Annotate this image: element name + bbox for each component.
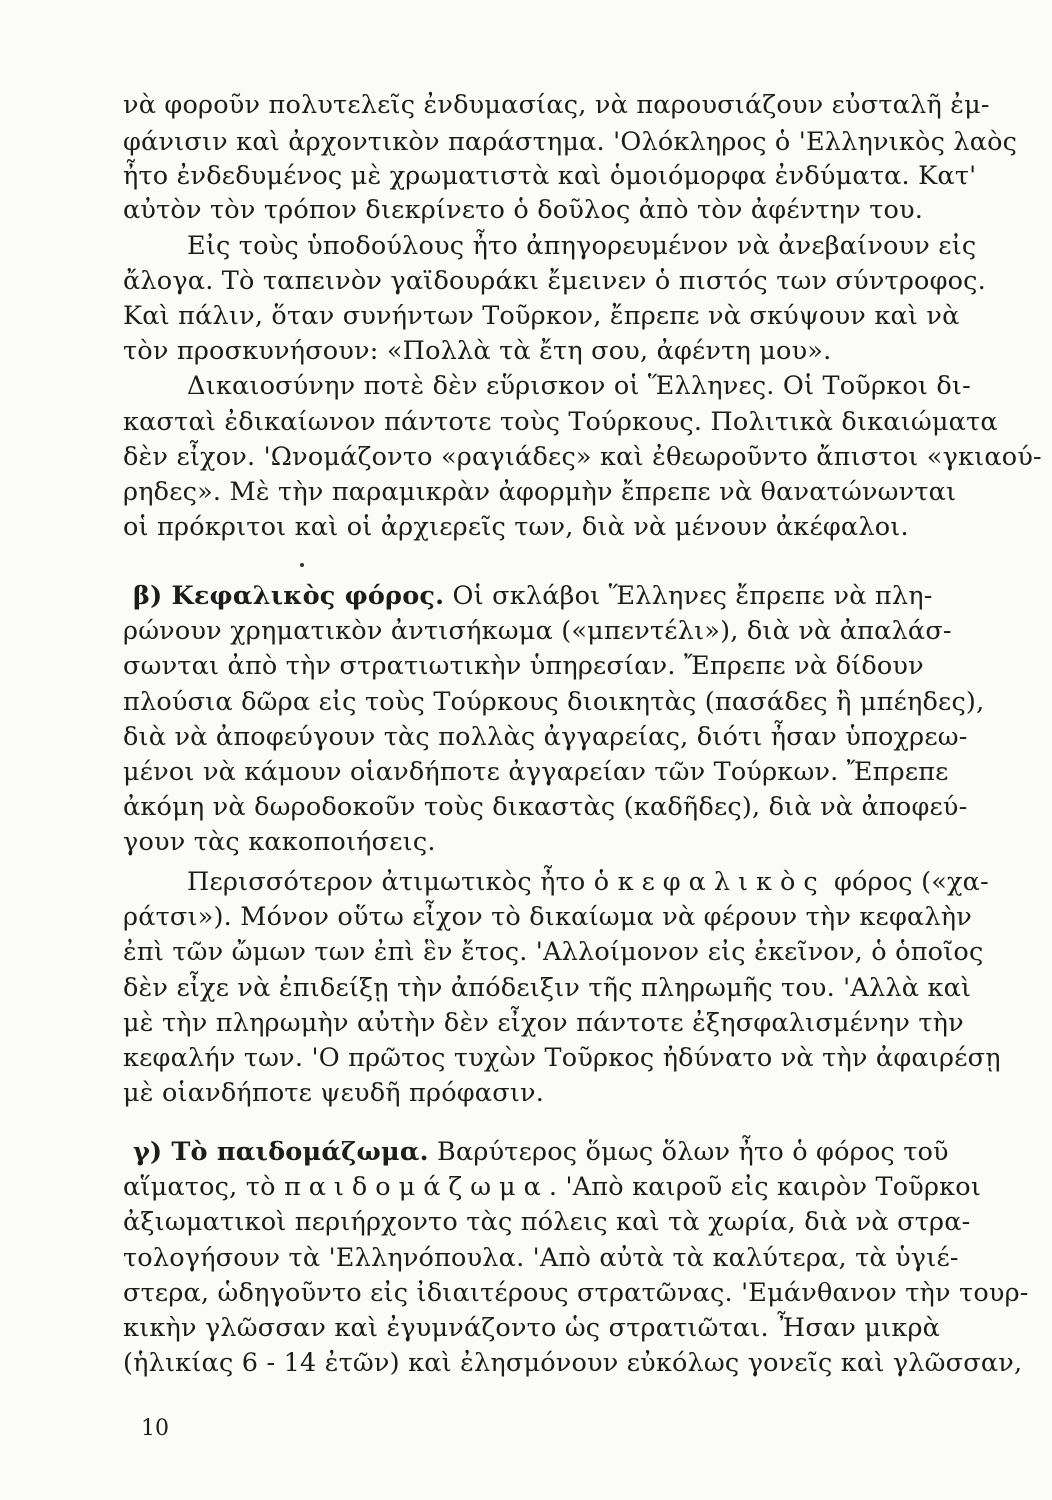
text-line: ἀξιωματικοὶ περιήρχοντο τὰς πόλεις καὶ τὰ χωρία, διὰ νὰ στρα- [123, 1207, 971, 1237]
paragraph-line [133, 578, 1003, 614]
text-line: Δικαιοσύνην ποτὲ δὲν εὕρισκον οἱ Ἕλληνες. Οἱ Τοῦρκοι δι- [187, 371, 971, 401]
text-line: κικὴν γλῶσσαν καὶ ἐγυμνάζοντο ὡς στρατιῶται. Ἦσαν μικρὰ [123, 1313, 941, 1343]
text-line: κασταὶ ἐδικαίωνον πάντοτε τοὺς Τούρκους. Πολιτικὰ δικαιώματα [123, 407, 998, 437]
section-heading-c: γ) Τὸ παιδομάζωμα. [133, 1137, 429, 1167]
text-line: Εἰς τοὺς ὑποδούλους ἦτο ἀπηγορευμένον νὰ ἀνεβαίνουν εἰς [187, 231, 977, 261]
text-line: ἀκόμη νὰ δωροδοκοῦν τοὺς δικαστὰς (καδῆδες), διὰ νὰ ἀποφεύ- [123, 792, 968, 822]
text-line: μὲ οἱανδήποτε ψευδῆ πρόφασιν. [123, 1078, 545, 1108]
text-line: πλούσια δῶρα εἰς τοὺς Τούρκους διοικητὰς (πασάδες ἢ μπέηδες), [123, 687, 985, 717]
paragraph-line [123, 1169, 993, 1205]
text-span: Περισσότερον ἀτιμωτικὸς ἦτο ὁ [187, 867, 610, 897]
text-line: διὰ νὰ ἀποφεύγουν τὰς πολλὰς ἀγγαρείας, διότι ἦσαν ὑποχρεω- [123, 722, 968, 752]
spaced-term: παιδομάζωμα [283, 1172, 549, 1202]
text-line: στερα, ὡδηγοῦντο εἰς ἰδιαιτέρους στρατῶνας. 'Εμάνθανον τὴν τουρ- [123, 1278, 1029, 1308]
page-number: 10 [141, 1416, 169, 1441]
text-line: ἐπὶ τῶν ὤμων των ἐπὶ ἓν ἔτος. 'Αλλοίμονον εἰς ἐκεῖνον, ὁ ὁποῖος [123, 937, 984, 967]
text-line: γουν τὰς κακοποιήσεις. [123, 827, 436, 857]
text-span: Οἱ σκλάβοι Ἕλληνες ἔπρεπε νὰ πλη- [452, 581, 933, 611]
text-line: Καὶ πάλιν, ὅταν συνήντων Τοῦρκον, ἔπρεπε νὰ σκύψουν καὶ νὰ [123, 301, 960, 331]
text-line: ρώνουν χρηματικὸν ἀντισήκωμα («μπεντέλι»), διὰ νὰ ἀπαλάσ- [123, 616, 952, 646]
paragraph-line [133, 1134, 1003, 1170]
text-line: αὐτὸν τὸν τρόπον διεκρίνετο ὁ δοῦλος ἀπὸ τὸν ἀφέντην του. [123, 195, 924, 225]
text-line: ρηδες». Μὲ τὴν παραμικρὰν ἀφορμὴν ἔπρεπε νὰ θανατώνωνται [123, 477, 957, 507]
text-line: τολογήσουν τὰ 'Ελληνόπουλα. 'Απὸ αὐτὰ τὰ καλύτερα, τὰ ὑγιέ- [123, 1243, 959, 1273]
print-speck [300, 563, 304, 567]
text-line: ράτσι»). Μόνον οὕτω εἶχον τὸ δικαίωμα νὰ φέρουν τὴν κεφαλὴν [123, 902, 972, 932]
text-line: δὲν εἶχε νὰ ἐπιδείξῃ τὴν ἀπόδειξιν τῆς πληρωμῆς του. 'Αλλὰ καὶ [123, 973, 972, 1003]
section-heading-b: β) Κεφαλικὸς φόρος. [133, 581, 445, 611]
text-span: φόρος («χα- [833, 867, 989, 897]
text-line: μὲ τὴν πληρωμὴν αὐτὴν δὲν εἶχον πάντοτε ἐξησφαλισμένην τὴν [123, 1008, 964, 1038]
text-line: οἱ πρόκριτοι καὶ οἱ ἀρχιερεῖς των, διὰ νὰ μένουν ἀκέφαλοι. [123, 512, 909, 542]
text-line: (ἡλικίας 6 - 14 ἐτῶν) καὶ ἐλησμόνουν εὐκόλως γονεῖς καὶ γλῶσσαν, [123, 1348, 1023, 1378]
spaced-term: κεφαλικὸς [617, 867, 826, 897]
text-span: αἵματος, τὸ [123, 1172, 276, 1202]
text-span: Βαρύτερος ὅμως ὅλων ἦτο ὁ φόρος τοῦ [437, 1137, 949, 1167]
text-line: ἦτο ἐνδεδυμένος μὲ χρωματιστὰ καὶ ὁμοιόμορφα ἐνδύματα. Κατ' [123, 161, 977, 191]
text-line: φάνισιν καὶ ἀρχοντικὸν παράστημα. 'Ολόκληρος ὁ 'Ελληνικὸς λαὸς [123, 127, 1018, 157]
text-line: ἄλογα. Τὸ ταπεινὸν γαϊδουράκι ἔμεινεν ὁ πιστός των σύντροφος. [123, 266, 986, 296]
text-line: σωνται ἀπὸ τὴν στρατιωτικὴν ὑπηρεσίαν. Ἔπρεπε νὰ δίδουν [123, 651, 924, 681]
text-line: δὲν εἶχον. 'Ωνομάζοντο «ραγιάδες» καὶ ἐθεωροῦντο ἄπιστοι «γκιαού- [123, 442, 1042, 472]
text-line: μένοι νὰ κάμουν οἱανδήποτε ἀγγαρείαν τῶν Τούρκων. Ἔπρεπε [123, 757, 949, 787]
text-line: τὸν προσκυνήσουν: «Πολλὰ τὰ ἔτη σου, ἀφέντη μου». [123, 336, 832, 366]
text-span: . 'Απὸ καιροῦ εἰς καιρὸν Τοῦρκοι [548, 1172, 982, 1202]
paragraph-line [187, 864, 1052, 900]
text-line: νὰ φοροῦν πολυτελεῖς ἐνδυμασίας, νὰ παρουσιάζουν εὐσταλῆ ἐμ- [123, 90, 990, 120]
text-line: κεφαλήν των. 'Ο πρῶτος τυχὼν Τοῦρκος ἠδύνατο νὰ τὴν ἀφαιρέσῃ [123, 1043, 1001, 1073]
